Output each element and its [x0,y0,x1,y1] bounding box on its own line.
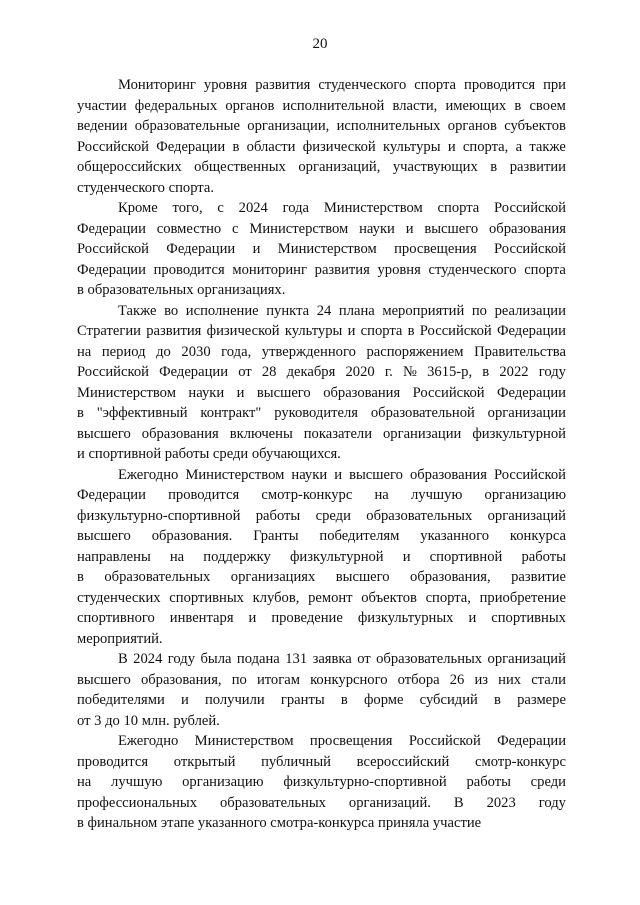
text-line: общероссийских общественных организаций, участвующих в развитии [77,159,566,175]
text-line: высшего образования включены показатели организации физкультурной [77,425,566,442]
paragraph [77,649,566,731]
paragraph [77,465,566,650]
text-line: Ежегодно Министерством просвещения Российской Федерации [118,733,566,749]
page-number: 20 [312,36,328,52]
text-line: на лучшую организацию физкультурно-спортивной работы среди [77,774,566,790]
text-line: Министерством науки и высшего образования Российской Федерации [77,384,566,401]
text-line: Российской Федерации и Министерством просвещения Российской [77,241,566,257]
text-line: мероприятий. [77,630,163,647]
text-line: Федерации совместно с Министерством науки и высшего образования [77,220,566,237]
text-line: проводится открытый публичный всероссийский смотр-конкурс [77,753,566,770]
paragraph [77,198,566,301]
text-line: в "эффективный контракт" руководителя образовательной организации [77,405,566,421]
text-line: высшего образования, по итогам конкурсного отбора 26 из них стали [77,671,566,688]
text-line: В 2024 году была подана 131 заявка от образовательных организаций [118,651,566,667]
text-line: Федерации проводится смотр-конкурс на лучшую организацию [77,487,566,503]
document-body [77,75,566,834]
text-line: студенческого спорта. [77,179,214,196]
text-line: направлены на поддержку физкультурной и спортивной работы [77,548,566,565]
text-line: в финальном этапе указанного смотра-конкурса приняла участие [77,815,482,831]
text-line: высшего образования. Гранты победителям указанного конкурса [77,528,566,544]
paragraph [77,301,566,465]
text-line: Ежегодно Министерством науки и высшего образования Российской [118,466,566,483]
text-line: Российской Федерации в области физической культуры и спорта, а также [77,138,566,155]
text-line: участии федеральных органов исполнительной власти, имеющих в своем [77,97,566,114]
text-line: от 3 до 10 млн. рублей. [77,712,220,729]
text-line: физкультурно-спортивной работы среди образовательных организаций [77,507,566,524]
text-line: и спортивной работы среди обучающихся. [77,446,341,462]
text-line: Мониторинг уровня развития студенческого спорта проводится при [118,77,566,93]
text-line: победителями и получили гранты в форме субсидий в размере [77,692,566,708]
text-line: на период до 2030 года, утвержденного распоряжением Правительства [77,343,566,360]
text-line: спортивного инвентаря и проведение физкультурных и спортивных [77,610,566,626]
text-line: студенческих спортивных клубов, ремонт объектов спорта, приобретение [77,589,566,606]
text-line: Федерации проводится мониторинг развития уровня студенческого спорта [77,261,566,278]
text-line: Стратегии развития физической культуры и спорта в Российской Федерации [77,323,566,339]
paragraph [77,731,566,834]
paragraph [77,75,566,198]
text-line: ведении образовательные организации, исполнительных органов субъектов [77,118,566,134]
text-line: в образовательных организациях высшего образования, развитие [77,569,566,585]
text-line: Кроме того, с 2024 года Министерством спорта Российской [118,200,566,216]
text-line: Также во исполнение пункта 24 плана мероприятий по реализации [118,302,566,319]
text-line: в образовательных организациях. [77,282,286,298]
text-line: Российской Федерации от 28 декабря 2020 г. № 3615-р, в 2022 году [77,364,566,380]
text-line: профессиональных образовательных организаций. В 2023 году [77,794,566,811]
